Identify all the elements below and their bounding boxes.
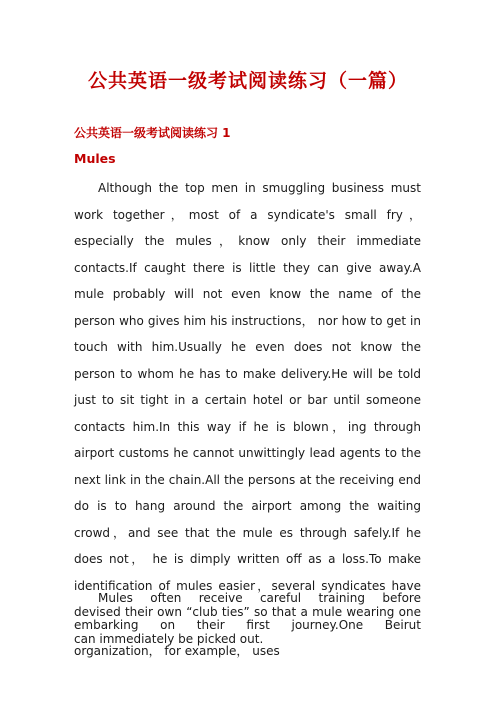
body-paragraph: Mules often receive careful training before embarking on their first journey.One Beirut organization， for example， uses [74, 591, 421, 658]
document-title: 公共英语一级考试阅读练习（一篇） [87, 70, 408, 92]
section-heading: 公共英语一级考试阅读练习 1 [74, 126, 231, 140]
body-paragraph: Although the top men in smuggling business must work together，most of a syndicate's small fry，especially the mules，know only their immediate contacts.If caught there is little they can give away.A mule probably will not even know the name of the person who gives him his instructions， nor how to get in touch with him.Usually he even does not know the person to whom he has to make delivery.He will be told just to sit tight in a certain hotel or bar until someone contacts him.In this way if he is blown，ing through airport customs he cannot unwittingly lead agents to the next link in the chain.All the persons at the receiving end do is to hang around the airport among the waiting crowd，and see that the mule es through safely.If he does not， he is dimply written off as a loss.To make identification of mules easier，several syndicates have devised their own “club ties” so that a mule wearing one can immediately be picked out. [74, 181, 421, 646]
article-title: Mules [74, 151, 116, 166]
